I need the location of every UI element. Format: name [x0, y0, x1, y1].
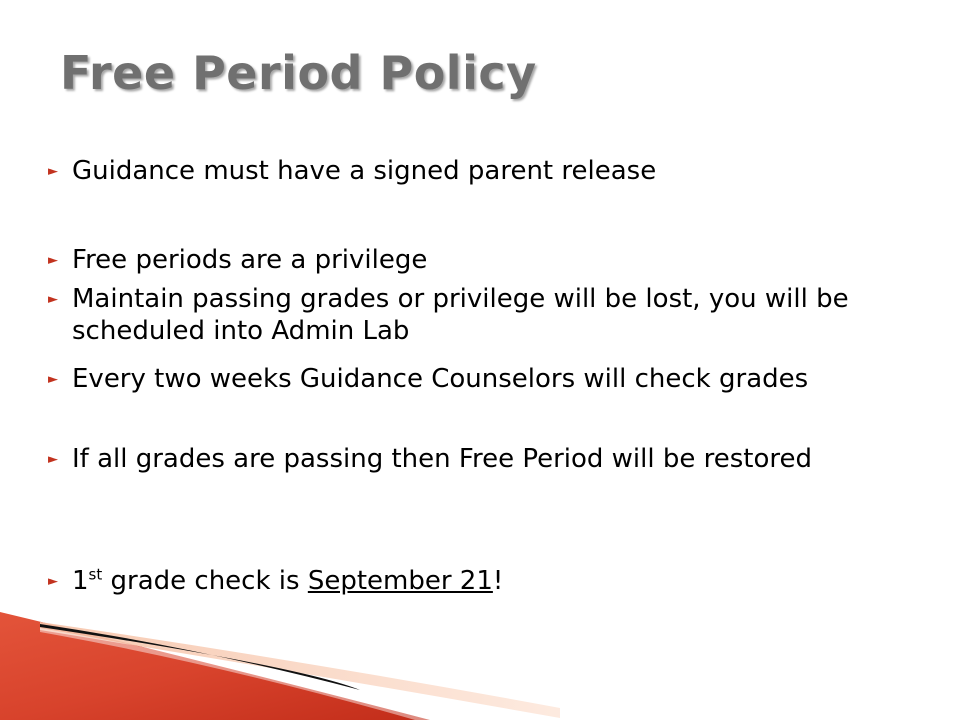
slide-title: Free Period Policy — [60, 46, 537, 100]
bullet-text: Free periods are a privilege — [72, 245, 428, 275]
bullet-text-end: ! — [492, 566, 504, 596]
ordinal-suffix: st — [88, 565, 103, 584]
grade-check-date: September 21 — [307, 566, 493, 596]
bullet-arrow-icon: ► — [48, 574, 58, 589]
bullet-text: Maintain passing grades or privilege will be lost, you will be scheduled into Admin Lab — [72, 284, 849, 346]
bullet-arrow-icon: ► — [48, 292, 58, 307]
bullet-text: Every two weeks Guidance Counselors will check grades — [72, 364, 809, 394]
bullet-text-middle: grade check is — [102, 566, 308, 596]
bullet-text: Guidance must have a signed parent release — [72, 156, 657, 186]
bullet-arrow-icon: ► — [48, 372, 58, 387]
bullet-arrow-icon: ► — [48, 164, 58, 179]
ordinal-number: 1 — [72, 566, 89, 596]
bullet-text: If all grades are passing then Free Period will be restored — [72, 444, 813, 474]
bullet-arrow-icon: ► — [48, 452, 58, 467]
bullet-arrow-icon: ► — [48, 253, 58, 268]
